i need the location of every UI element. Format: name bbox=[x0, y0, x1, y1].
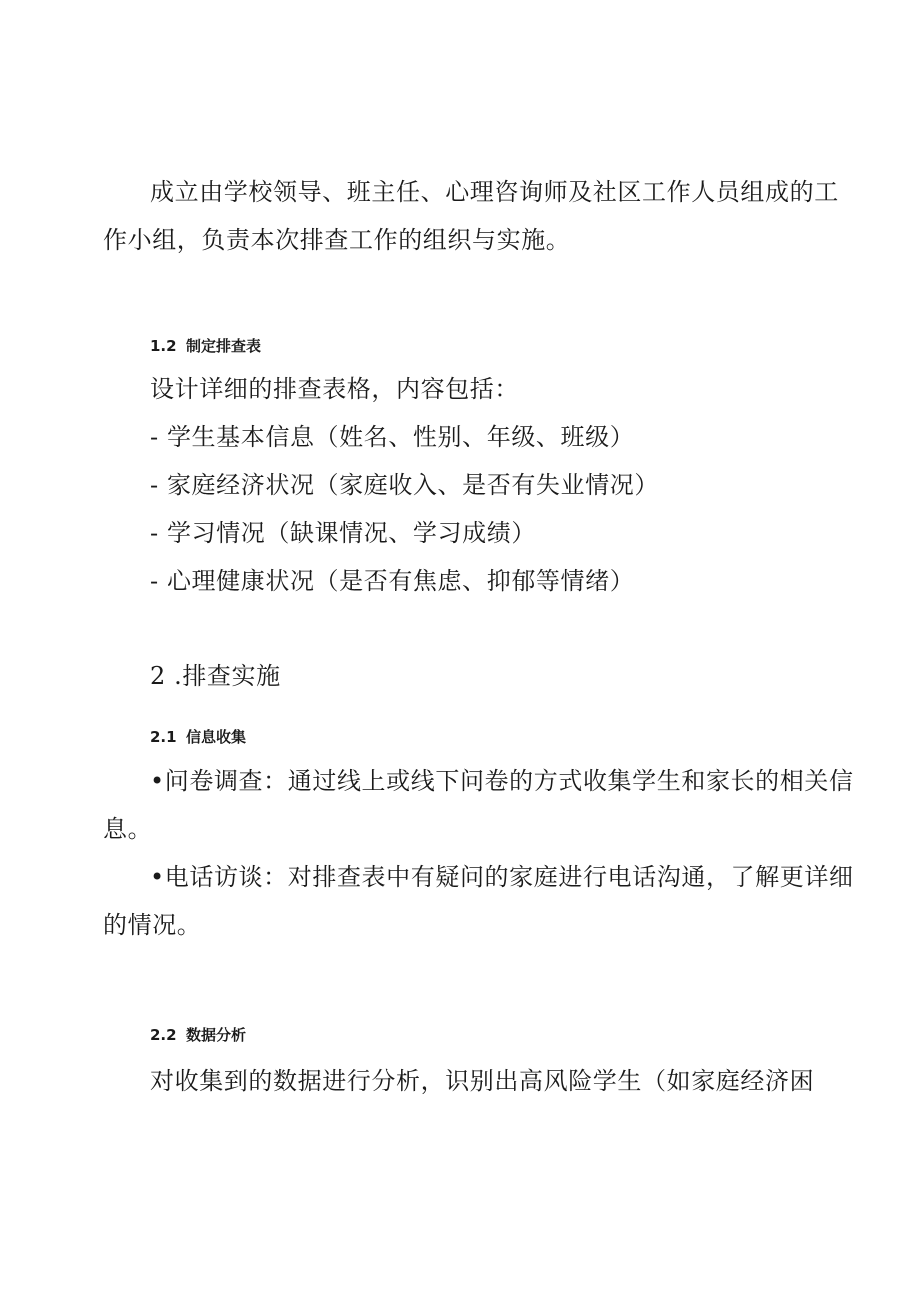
section-1-2-title: 制定排查表 bbox=[186, 337, 262, 355]
section-2-1-heading bbox=[150, 727, 246, 747]
bullet-1-line-1: •问卷调查：通过线上或线下问卷的方式收集学生和家长的相关信 bbox=[150, 767, 854, 795]
section-1-2-heading bbox=[150, 336, 261, 356]
bullet-1-line-2: 息。 bbox=[103, 815, 153, 843]
intro-line-1: 成立由学校领导、班主任、心理咨询师及社区工作人员组成的工 bbox=[150, 178, 839, 206]
bullet-2-line-2: 的情况。 bbox=[103, 911, 202, 939]
intro-line-2: 作小组，负责本次排查工作的组织与实施。 bbox=[103, 226, 571, 254]
list-item: - 心理健康状况（是否有焦虑、抑郁等情绪） bbox=[150, 567, 635, 595]
list-item: - 学生基本信息（姓名、性别、年级、班级） bbox=[150, 423, 635, 451]
section-1-2-lead: 设计详细的排查表格，内容包括： bbox=[150, 375, 519, 403]
section-2-2-number: 2.2 bbox=[150, 1026, 177, 1044]
section-2-2-title: 数据分析 bbox=[186, 1026, 247, 1044]
section-1-2-number: 1.2 bbox=[150, 337, 177, 355]
section-2-heading: 2 .排查实施 bbox=[150, 662, 281, 690]
list-item: - 家庭经济状况（家庭收入、是否有失业情况） bbox=[150, 471, 659, 499]
section-2-2-heading bbox=[150, 1025, 246, 1045]
section-2-2-line-1: 对收集到的数据进行分析，识别出高风险学生（如家庭经济困 bbox=[150, 1067, 815, 1095]
section-2-1-number: 2.1 bbox=[150, 728, 177, 746]
section-2-1-title: 信息收集 bbox=[186, 728, 247, 746]
list-item: - 学习情况（缺课情况、学习成绩） bbox=[150, 519, 536, 547]
bullet-2-line-1: •电话访谈：对排查表中有疑问的家庭进行电话沟通，了解更详细 bbox=[150, 863, 854, 891]
